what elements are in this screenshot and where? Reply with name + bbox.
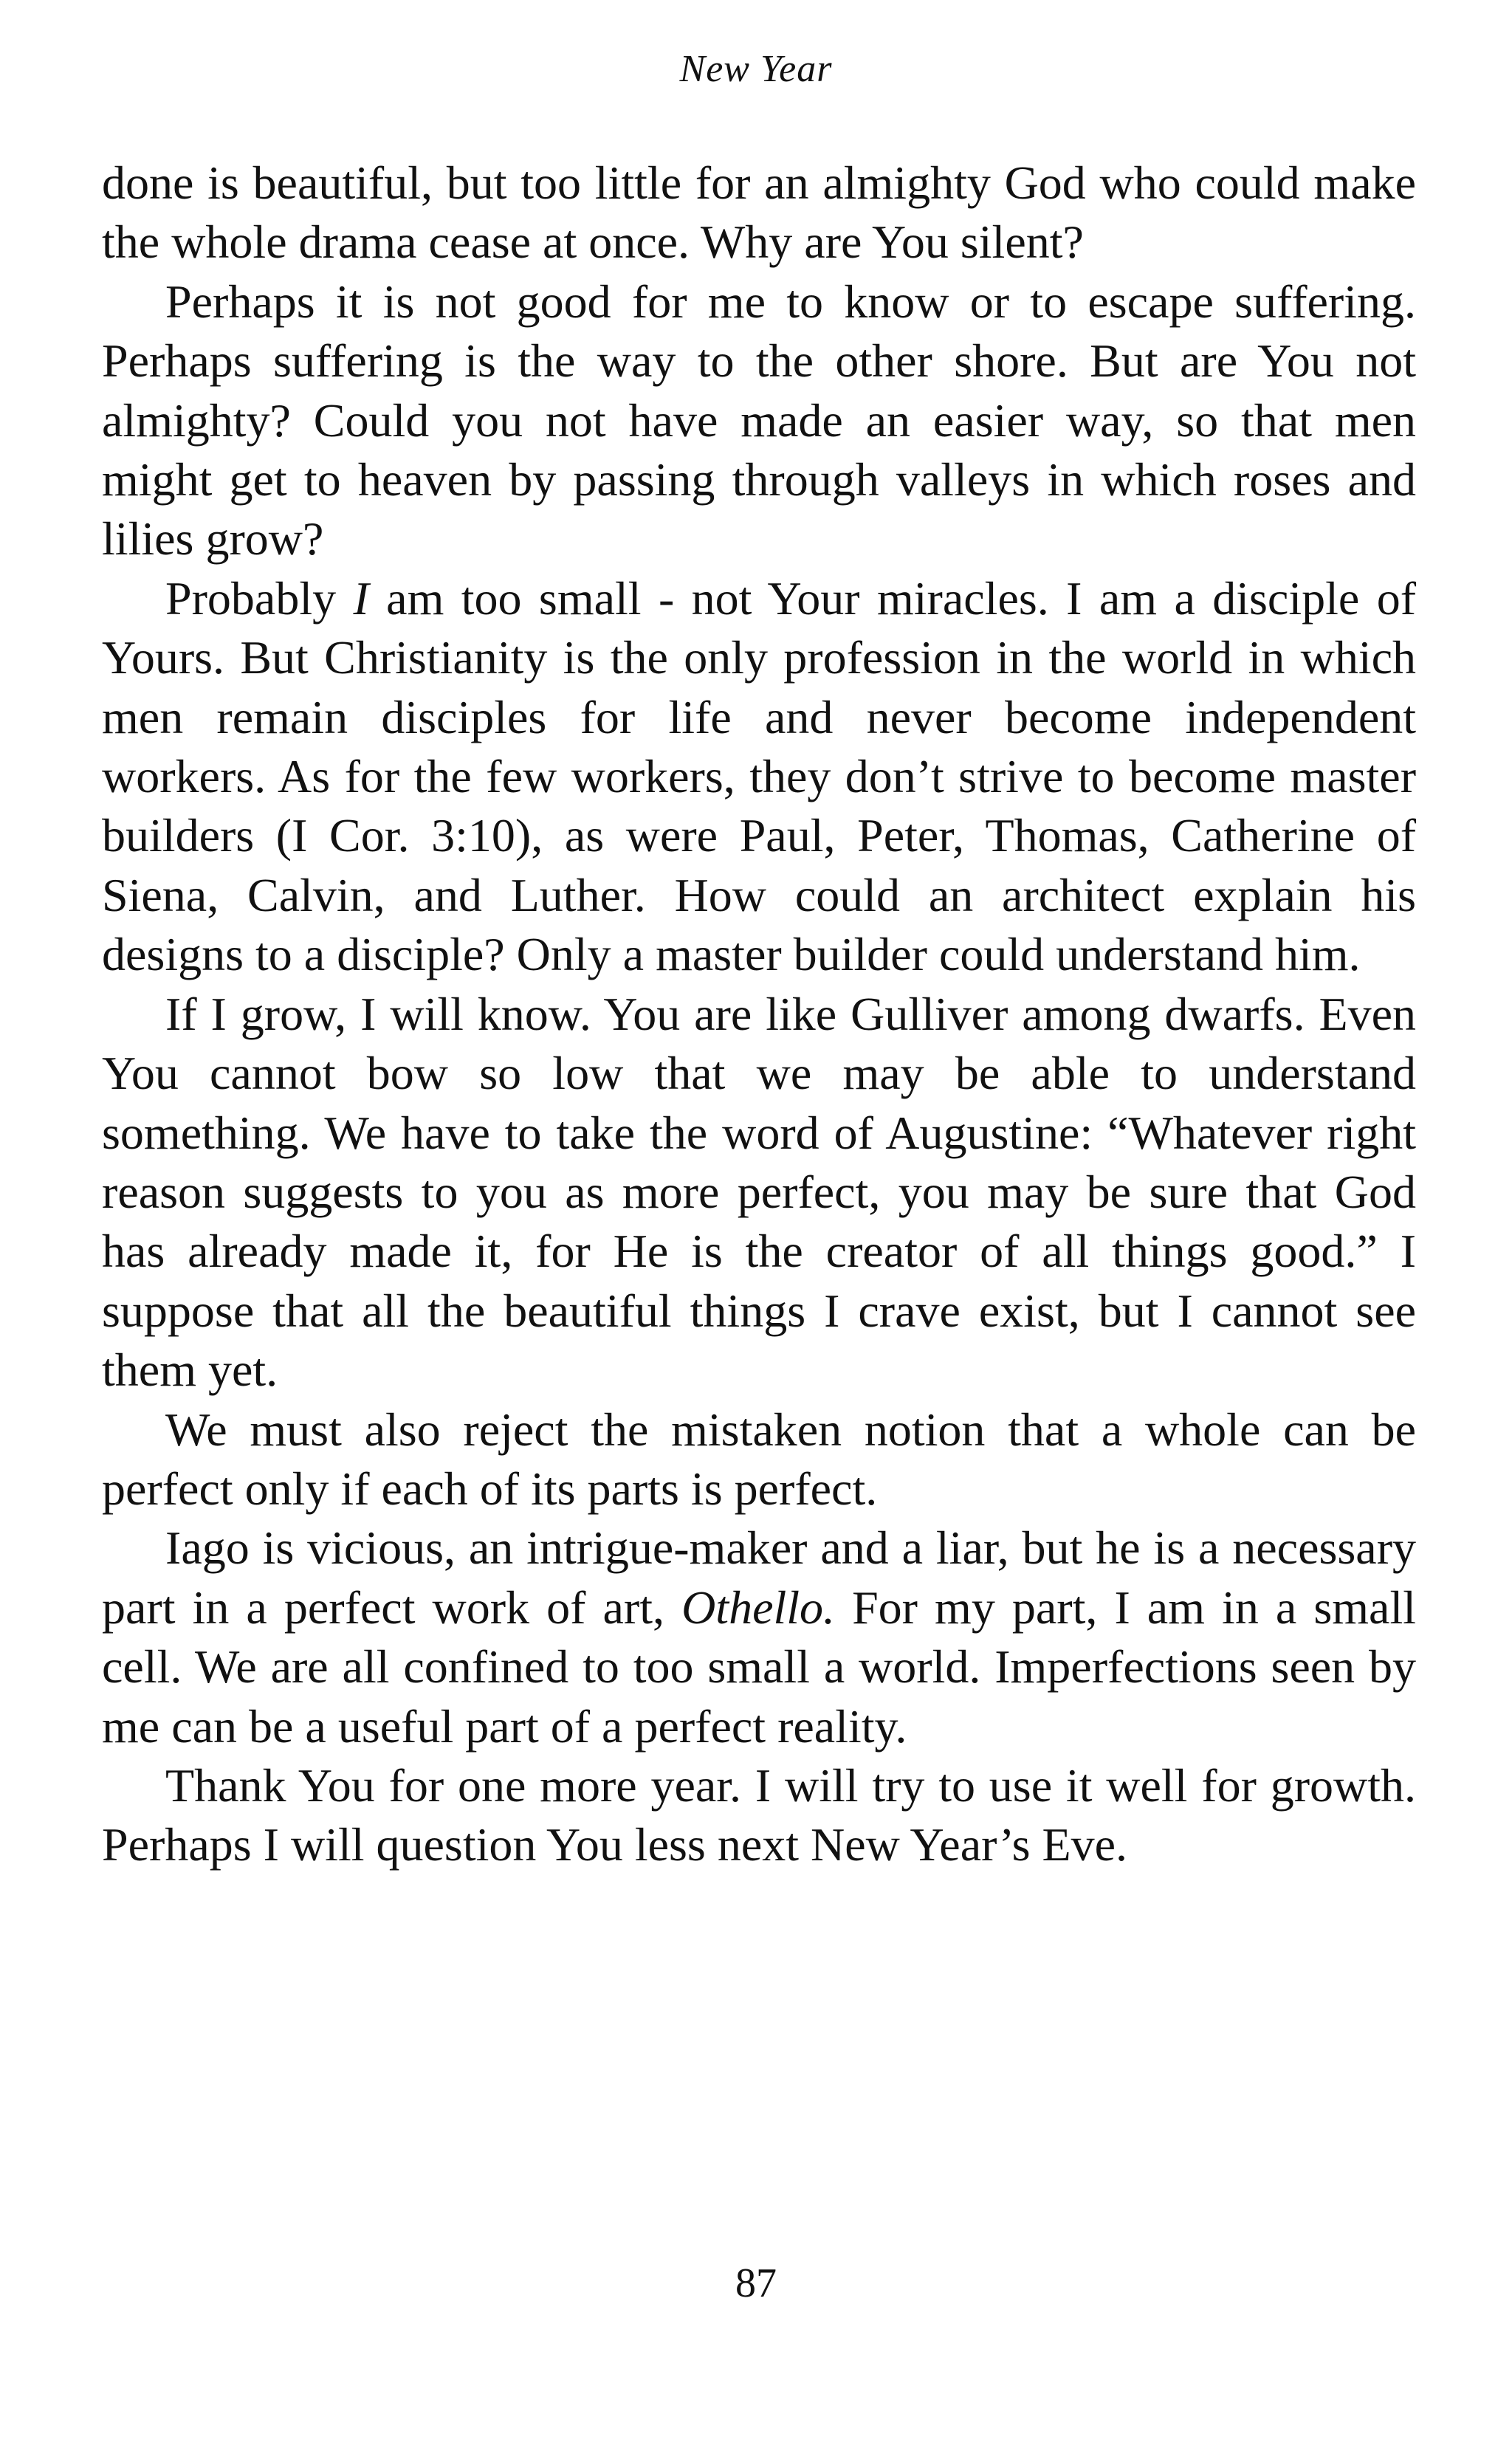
paragraph-2	[102, 272, 1416, 569]
paragraph-3-text-after: am too small - not Your miracles. I am a disciple of Yours. But Christianity is the only profession in the world in which men remain disciples for life and never become independent workers. As for the few workers, they don’t strive to become master builders (I Cor. 3:10), as were Paul, Peter, Thomas, Catherine of Siena, Calvin, and Luther. How could an architect explain his designs to a disciple? Only a master builder could understand him.	[102, 571, 1417, 981]
paragraph-4	[102, 985, 1416, 1400]
paragraph-1-text: done is beautiful, but too little for an almighty God who could make the whole drama cease at once. Why are You silent?	[102, 157, 1416, 269]
paragraph-7-text: Thank You for one more year. I will try to use it well for growth. Perhaps I will question You less next New Year’s Eve.	[102, 1758, 1416, 1871]
running-head-title: New Year	[679, 48, 833, 90]
paragraph-6	[102, 1519, 1416, 1756]
paragraph-6-text-before: Iago is vicious, an intrigue-maker and a liar, but he is a necessary part in a perfect work of art,	[102, 1521, 1416, 1634]
paragraph-7	[102, 1756, 1416, 1875]
paragraph-5	[102, 1400, 1416, 1519]
paragraph-2-text: Perhaps it is not good for me to know or to escape suffering. Perhaps suffering is the way to the other shore. But are You not almighty? Could you not have made an easier way, so that men might get to heaven by passing through valleys in which roses and lilies grow?	[102, 275, 1416, 565]
paragraph-6-italic-title: Othello.	[681, 1581, 836, 1634]
paragraph-3-text-before: Probably	[165, 571, 354, 625]
page-number: 87	[735, 2260, 777, 2306]
paragraph-3-italic-word: I	[353, 571, 369, 625]
paragraph-3	[102, 569, 1416, 985]
paragraph-4-text: If I grow, I will know. You are like Gulliver among dwarfs. Even You cannot bow so low that we may be able to understand something. We have to take the word of Augustine: “Whatever right reason suggests to you as more perfect, you may be sure that God has already made it, for He is the creator of all things good.” I suppose that all the beautiful things I crave exist, but I cannot see them yet.	[102, 987, 1416, 1397]
body-text	[102, 154, 1416, 1875]
paragraph-1	[102, 154, 1416, 272]
paragraph-5-text: We must also reject the mistaken notion that a whole can be perfect only if each of its parts is perfect.	[102, 1403, 1416, 1515]
paragraph-6-text-after: For my part, I am in a small cell. We are all confined to too small a world. Imperfections seen by me can be a useful part of a perfect reality.	[102, 1581, 1417, 1753]
